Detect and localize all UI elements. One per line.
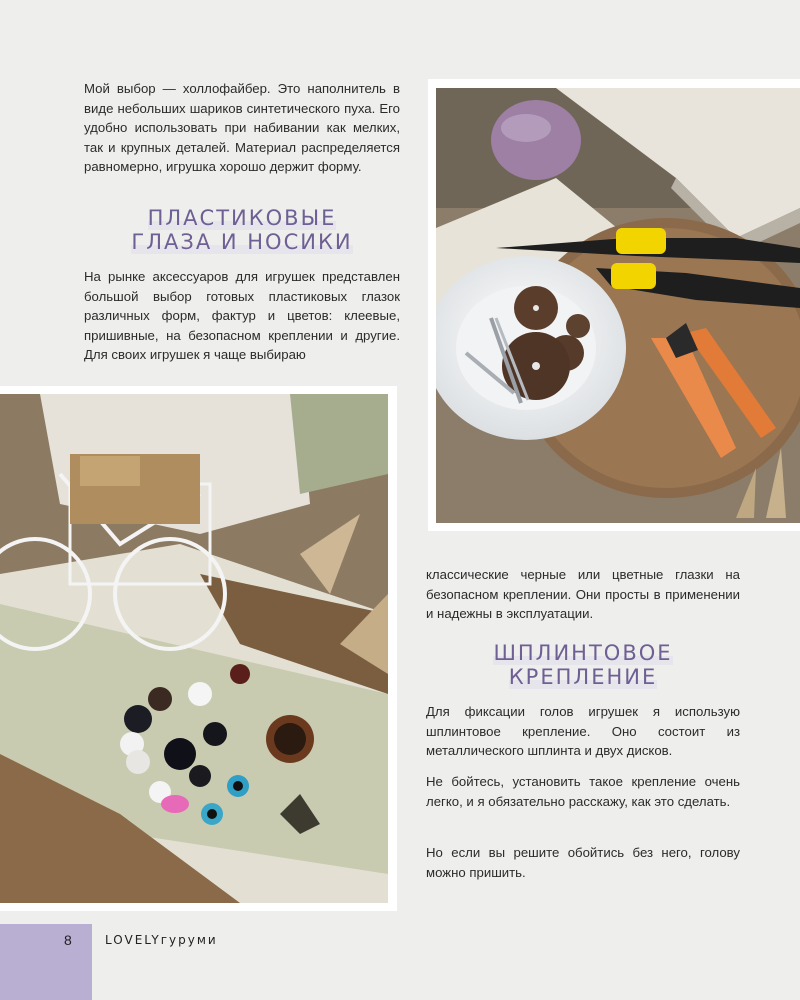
page-number: 8	[64, 932, 72, 948]
magazine-brand: LOVELYгуруми	[105, 933, 218, 947]
cotter-pin-paragraph-2: Не бойтесь, установить такое крепление очень легко, и я обязательно расскажу, как это сделать.	[426, 774, 740, 809]
section-heading-cotter-pin	[426, 641, 740, 689]
heading-line-1: ШПЛИНТОВОЕ	[493, 641, 673, 665]
section-heading-plastic-eyes	[84, 206, 400, 254]
footer-color-tab	[0, 924, 92, 1000]
heading-line-2: ГЛАЗА И НОСИКИ	[131, 230, 353, 254]
heading-line-1: ПЛАСТИКОВЫЕ	[147, 206, 337, 230]
photo-cotter-pin-tools	[428, 79, 800, 531]
plastic-eyes-paragraph-2: классические черные или цветные глазки на безопасном креплении. Они просты в применении и надежны в эксплуатации.	[426, 567, 740, 621]
cotter-pin-paragraph-1: Для фиксации голов игрушек я использую шплинтовое крепление. Оно состоит из металлического шплинта и двух дисков.	[426, 704, 740, 758]
photo-plastic-eyes-image	[0, 394, 388, 903]
heading-line-2: КРЕПЛЕНИЕ	[508, 665, 658, 689]
photo-plastic-eyes	[0, 386, 397, 911]
photo-cotter-pin-tools-image	[436, 88, 800, 523]
plastic-eyes-paragraph-1: На рынке аксессуаров для игрушек представлен большой выбор готовых пластиковых глазок различных форм, фактур и цветов: клеевые, пришивные, на безопасном креплении и другие. Для своих игрушек я чаще выбираю	[84, 269, 400, 362]
cotter-pin-paragraph-3: Но если вы решите обойтись без него, голову можно пришить.	[426, 845, 740, 880]
intro-paragraph: Мой выбор — холлофайбер. Это наполнитель в виде небольших шариков синтетического пуха. Его удобно использовать при набивании как мелких, так и крупных деталей. Материал распределяется равномерно, игрушка хорошо держит форму.	[84, 81, 400, 174]
